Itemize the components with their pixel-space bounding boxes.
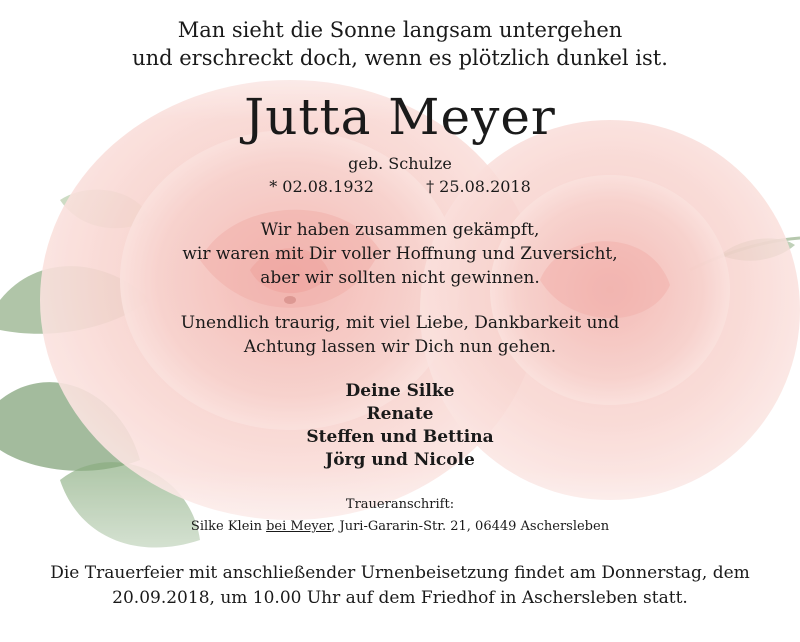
maiden-name: geb. Schulze: [348, 154, 452, 173]
address-label: Traueranschrift:: [345, 497, 455, 512]
birth-date: * 02.08.1932: [269, 177, 374, 196]
mourner-2: Renate: [366, 404, 434, 424]
address-line: [0, 519, 800, 534]
funeral-notice-line-2: 20.09.2018, um 10.00 Uhr auf dem Friedhof in Aschersleben statt.: [112, 588, 688, 608]
funeral-notice-line-1: Die Trauerfeier mit anschließender Urnenbeisetzung findet am Donnerstag, dem: [50, 563, 750, 583]
verse1-line-1: Wir haben zusammen gekämpft,: [260, 220, 540, 240]
life-dates: [0, 177, 800, 196]
motto-line-2: und erschreckt doch, wenn es plötzlich dunkel ist.: [132, 46, 668, 70]
deceased-name: Jutta Meyer: [244, 88, 556, 146]
mourner-3: Steffen und Bettina: [306, 427, 494, 447]
verse2-line-1: Unendlich traurig, mit viel Liebe, Dankbarkeit und: [180, 313, 620, 333]
address-part-2: bei Meyer: [266, 519, 332, 534]
verse2-line-2: Achtung lassen wir Dich nun gehen.: [243, 337, 557, 357]
verse1-line-2: wir waren mit Dir voller Hoffnung und Zuversicht,: [182, 244, 618, 264]
mourner-4: Jörg und Nicole: [325, 450, 475, 470]
motto-line-1: Man sieht die Sonne langsam untergehen: [177, 18, 623, 42]
mourner-1: Deine Silke: [345, 381, 455, 401]
address-part-3: , Juri-Gararin-Str. 21, 06449 Aschersleben: [331, 519, 610, 534]
verse1-line-3: aber wir sollten nicht gewinnen.: [260, 268, 540, 288]
death-date: † 25.08.2018: [426, 177, 531, 196]
address-part-1: Silke Klein: [190, 519, 267, 534]
